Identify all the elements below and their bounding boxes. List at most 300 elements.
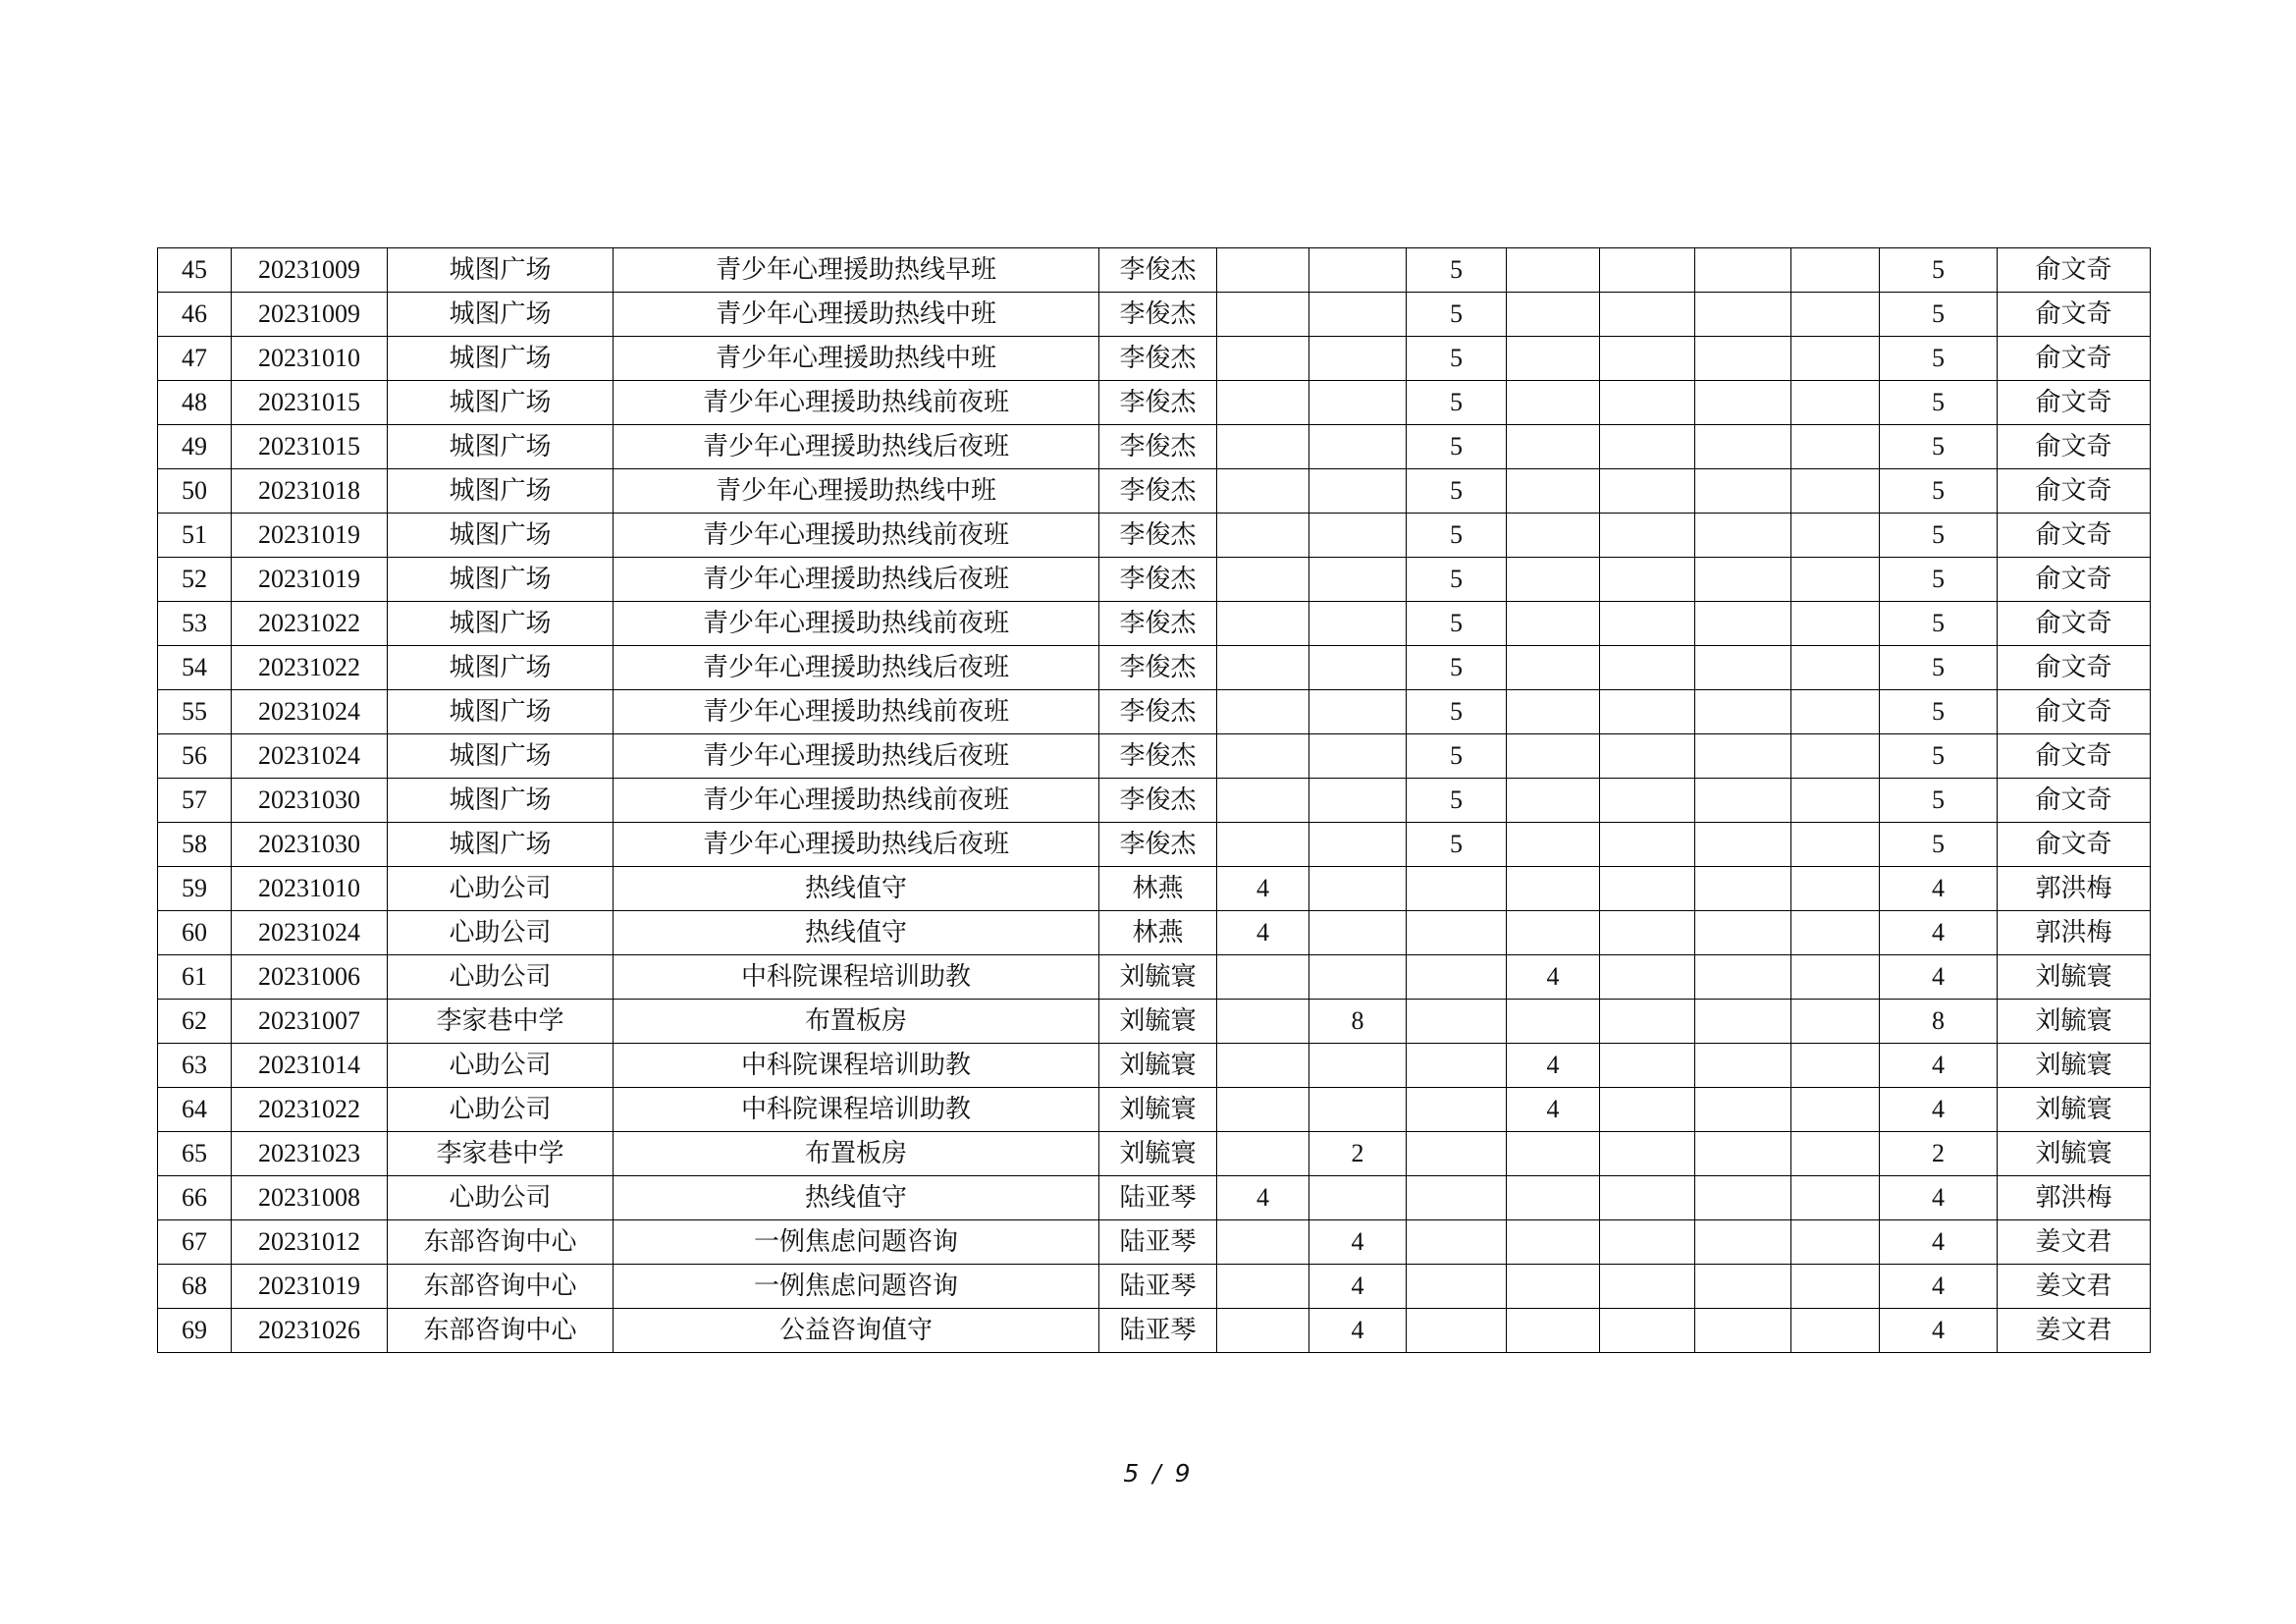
category-cell-6 bbox=[1695, 911, 1791, 955]
task-cell: 热线值守 bbox=[614, 911, 1099, 955]
name-cell: 陆亚琴 bbox=[1099, 1265, 1217, 1309]
category-cell-2 bbox=[1309, 381, 1407, 425]
index-cell: 63 bbox=[158, 1044, 232, 1088]
task-cell: 青少年心理援助热线前夜班 bbox=[614, 690, 1099, 734]
category-cell-4 bbox=[1507, 646, 1600, 690]
category-cell-1 bbox=[1217, 1220, 1309, 1265]
table-row bbox=[158, 1044, 2151, 1088]
total-cell: 4 bbox=[1880, 1176, 1998, 1220]
total-cell: 5 bbox=[1880, 602, 1998, 646]
category-cell-4 bbox=[1507, 514, 1600, 558]
name-cell: 李俊杰 bbox=[1099, 646, 1217, 690]
task-cell: 中科院课程培训助教 bbox=[614, 955, 1099, 1000]
name-cell: 李俊杰 bbox=[1099, 337, 1217, 381]
task-cell: 青少年心理援助热线后夜班 bbox=[614, 558, 1099, 602]
total-cell: 5 bbox=[1880, 823, 1998, 867]
category-cell-7 bbox=[1791, 337, 1880, 381]
date-cell: 20231024 bbox=[232, 911, 388, 955]
category-cell-6 bbox=[1695, 779, 1791, 823]
category-cell-1: 4 bbox=[1217, 867, 1309, 911]
signer-cell: 俞文奇 bbox=[1998, 293, 2151, 337]
index-cell: 60 bbox=[158, 911, 232, 955]
category-cell-3: 5 bbox=[1407, 558, 1507, 602]
task-cell: 一例焦虑问题咨询 bbox=[614, 1265, 1099, 1309]
index-cell: 45 bbox=[158, 248, 232, 293]
category-cell-1 bbox=[1217, 514, 1309, 558]
task-cell: 公益咨询值守 bbox=[614, 1309, 1099, 1353]
category-cell-7 bbox=[1791, 955, 1880, 1000]
category-cell-1 bbox=[1217, 337, 1309, 381]
category-cell-3: 5 bbox=[1407, 469, 1507, 514]
date-cell: 20231009 bbox=[232, 293, 388, 337]
table-row bbox=[158, 1309, 2151, 1353]
date-cell: 20231010 bbox=[232, 337, 388, 381]
index-cell: 49 bbox=[158, 425, 232, 469]
date-cell: 20231022 bbox=[232, 1088, 388, 1132]
signer-cell: 郭洪梅 bbox=[1998, 911, 2151, 955]
signer-cell: 俞文奇 bbox=[1998, 469, 2151, 514]
category-cell-6 bbox=[1695, 1176, 1791, 1220]
total-cell: 4 bbox=[1880, 1220, 1998, 1265]
category-cell-6 bbox=[1695, 1132, 1791, 1176]
task-cell: 青少年心理援助热线中班 bbox=[614, 469, 1099, 514]
signer-cell: 俞文奇 bbox=[1998, 734, 2151, 779]
category-cell-3 bbox=[1407, 955, 1507, 1000]
category-cell-4 bbox=[1507, 867, 1600, 911]
category-cell-3 bbox=[1407, 911, 1507, 955]
category-cell-2 bbox=[1309, 514, 1407, 558]
category-cell-1 bbox=[1217, 558, 1309, 602]
task-cell: 青少年心理援助热线后夜班 bbox=[614, 425, 1099, 469]
table-row bbox=[158, 646, 2151, 690]
place-cell: 城图广场 bbox=[388, 381, 614, 425]
table-row bbox=[158, 1265, 2151, 1309]
category-cell-7 bbox=[1791, 1220, 1880, 1265]
date-cell: 20231015 bbox=[232, 425, 388, 469]
category-cell-4 bbox=[1507, 823, 1600, 867]
category-cell-5 bbox=[1600, 690, 1695, 734]
table-row bbox=[158, 911, 2151, 955]
category-cell-6 bbox=[1695, 734, 1791, 779]
index-cell: 69 bbox=[158, 1309, 232, 1353]
signer-cell: 俞文奇 bbox=[1998, 558, 2151, 602]
name-cell: 李俊杰 bbox=[1099, 514, 1217, 558]
place-cell: 城图广场 bbox=[388, 734, 614, 779]
category-cell-5 bbox=[1600, 1044, 1695, 1088]
category-cell-7 bbox=[1791, 425, 1880, 469]
category-cell-7 bbox=[1791, 690, 1880, 734]
category-cell-7 bbox=[1791, 381, 1880, 425]
category-cell-1 bbox=[1217, 1088, 1309, 1132]
category-cell-1 bbox=[1217, 1044, 1309, 1088]
category-cell-3: 5 bbox=[1407, 514, 1507, 558]
place-cell: 城图广场 bbox=[388, 823, 614, 867]
category-cell-5 bbox=[1600, 1265, 1695, 1309]
index-cell: 52 bbox=[158, 558, 232, 602]
category-cell-7 bbox=[1791, 779, 1880, 823]
category-cell-2 bbox=[1309, 337, 1407, 381]
task-cell: 热线值守 bbox=[614, 867, 1099, 911]
category-cell-5 bbox=[1600, 248, 1695, 293]
category-cell-5 bbox=[1600, 337, 1695, 381]
category-cell-1 bbox=[1217, 690, 1309, 734]
task-cell: 青少年心理援助热线前夜班 bbox=[614, 514, 1099, 558]
place-cell: 城图广场 bbox=[388, 602, 614, 646]
category-cell-5 bbox=[1600, 646, 1695, 690]
category-cell-3 bbox=[1407, 1265, 1507, 1309]
index-cell: 48 bbox=[158, 381, 232, 425]
category-cell-1 bbox=[1217, 955, 1309, 1000]
total-cell: 4 bbox=[1880, 1044, 1998, 1088]
category-cell-5 bbox=[1600, 1220, 1695, 1265]
category-cell-2 bbox=[1309, 734, 1407, 779]
category-cell-5 bbox=[1600, 779, 1695, 823]
task-cell: 青少年心理援助热线中班 bbox=[614, 293, 1099, 337]
category-cell-3 bbox=[1407, 1309, 1507, 1353]
category-cell-3: 5 bbox=[1407, 425, 1507, 469]
category-cell-3 bbox=[1407, 1220, 1507, 1265]
category-cell-7 bbox=[1791, 1265, 1880, 1309]
category-cell-6 bbox=[1695, 425, 1791, 469]
category-cell-6 bbox=[1695, 867, 1791, 911]
name-cell: 林燕 bbox=[1099, 911, 1217, 955]
date-cell: 20231010 bbox=[232, 867, 388, 911]
table-row bbox=[158, 1132, 2151, 1176]
category-cell-6 bbox=[1695, 1220, 1791, 1265]
category-cell-4 bbox=[1507, 1265, 1600, 1309]
category-cell-7 bbox=[1791, 1044, 1880, 1088]
date-cell: 20231006 bbox=[232, 955, 388, 1000]
category-cell-5 bbox=[1600, 381, 1695, 425]
name-cell: 李俊杰 bbox=[1099, 425, 1217, 469]
date-cell: 20231022 bbox=[232, 602, 388, 646]
table-row bbox=[158, 867, 2151, 911]
date-cell: 20231023 bbox=[232, 1132, 388, 1176]
date-cell: 20231008 bbox=[232, 1176, 388, 1220]
name-cell: 李俊杰 bbox=[1099, 293, 1217, 337]
date-cell: 20231018 bbox=[232, 469, 388, 514]
category-cell-2 bbox=[1309, 469, 1407, 514]
name-cell: 李俊杰 bbox=[1099, 602, 1217, 646]
category-cell-2 bbox=[1309, 823, 1407, 867]
table-row bbox=[158, 779, 2151, 823]
category-cell-2 bbox=[1309, 690, 1407, 734]
category-cell-2 bbox=[1309, 1088, 1407, 1132]
index-cell: 53 bbox=[158, 602, 232, 646]
name-cell: 李俊杰 bbox=[1099, 690, 1217, 734]
signer-cell: 刘毓寰 bbox=[1998, 1132, 2151, 1176]
category-cell-5 bbox=[1600, 867, 1695, 911]
index-cell: 58 bbox=[158, 823, 232, 867]
table-row bbox=[158, 425, 2151, 469]
category-cell-4 bbox=[1507, 1309, 1600, 1353]
table-body bbox=[158, 248, 2151, 1353]
category-cell-2 bbox=[1309, 867, 1407, 911]
signer-cell: 俞文奇 bbox=[1998, 646, 2151, 690]
category-cell-4: 4 bbox=[1507, 1044, 1600, 1088]
index-cell: 68 bbox=[158, 1265, 232, 1309]
table-row bbox=[158, 248, 2151, 293]
category-cell-3: 5 bbox=[1407, 690, 1507, 734]
place-cell: 城图广场 bbox=[388, 248, 614, 293]
category-cell-6 bbox=[1695, 690, 1791, 734]
date-cell: 20231015 bbox=[232, 381, 388, 425]
date-cell: 20231024 bbox=[232, 690, 388, 734]
task-cell: 中科院课程培训助教 bbox=[614, 1044, 1099, 1088]
table-row bbox=[158, 1000, 2151, 1044]
category-cell-7 bbox=[1791, 1176, 1880, 1220]
category-cell-6 bbox=[1695, 1309, 1791, 1353]
category-cell-5 bbox=[1600, 1176, 1695, 1220]
category-cell-7 bbox=[1791, 248, 1880, 293]
place-cell: 城图广场 bbox=[388, 293, 614, 337]
category-cell-4 bbox=[1507, 248, 1600, 293]
signer-cell: 俞文奇 bbox=[1998, 690, 2151, 734]
total-cell: 5 bbox=[1880, 514, 1998, 558]
table-row bbox=[158, 1088, 2151, 1132]
category-cell-5 bbox=[1600, 1309, 1695, 1353]
place-cell: 心助公司 bbox=[388, 1044, 614, 1088]
date-cell: 20231022 bbox=[232, 646, 388, 690]
category-cell-4: 4 bbox=[1507, 1088, 1600, 1132]
name-cell: 李俊杰 bbox=[1099, 823, 1217, 867]
total-cell: 5 bbox=[1880, 248, 1998, 293]
category-cell-2 bbox=[1309, 646, 1407, 690]
table-row bbox=[158, 469, 2151, 514]
category-cell-7 bbox=[1791, 558, 1880, 602]
category-cell-4 bbox=[1507, 558, 1600, 602]
category-cell-5 bbox=[1600, 602, 1695, 646]
index-cell: 56 bbox=[158, 734, 232, 779]
index-cell: 51 bbox=[158, 514, 232, 558]
category-cell-3: 5 bbox=[1407, 248, 1507, 293]
category-cell-6 bbox=[1695, 381, 1791, 425]
category-cell-4 bbox=[1507, 337, 1600, 381]
category-cell-4 bbox=[1507, 734, 1600, 779]
total-cell: 5 bbox=[1880, 690, 1998, 734]
table-row bbox=[158, 955, 2151, 1000]
category-cell-5 bbox=[1600, 1000, 1695, 1044]
date-cell: 20231014 bbox=[232, 1044, 388, 1088]
category-cell-4 bbox=[1507, 690, 1600, 734]
category-cell-1 bbox=[1217, 1265, 1309, 1309]
category-cell-7 bbox=[1791, 823, 1880, 867]
page-number: 5 / 9 bbox=[1123, 1459, 1194, 1488]
total-cell: 2 bbox=[1880, 1132, 1998, 1176]
place-cell: 城图广场 bbox=[388, 690, 614, 734]
date-cell: 20231012 bbox=[232, 1220, 388, 1265]
category-cell-7 bbox=[1791, 469, 1880, 514]
category-cell-6 bbox=[1695, 823, 1791, 867]
task-cell: 青少年心理援助热线早班 bbox=[614, 248, 1099, 293]
category-cell-7 bbox=[1791, 734, 1880, 779]
category-cell-7 bbox=[1791, 1132, 1880, 1176]
category-cell-5 bbox=[1600, 293, 1695, 337]
category-cell-3 bbox=[1407, 867, 1507, 911]
category-cell-5 bbox=[1600, 469, 1695, 514]
category-cell-4 bbox=[1507, 1132, 1600, 1176]
category-cell-5 bbox=[1600, 514, 1695, 558]
category-cell-2: 4 bbox=[1309, 1265, 1407, 1309]
name-cell: 陆亚琴 bbox=[1099, 1176, 1217, 1220]
total-cell: 4 bbox=[1880, 867, 1998, 911]
category-cell-3 bbox=[1407, 1088, 1507, 1132]
category-cell-6 bbox=[1695, 248, 1791, 293]
category-cell-5 bbox=[1600, 425, 1695, 469]
date-cell: 20231019 bbox=[232, 514, 388, 558]
table-row bbox=[158, 823, 2151, 867]
total-cell: 4 bbox=[1880, 955, 1998, 1000]
category-cell-5 bbox=[1600, 558, 1695, 602]
task-cell: 青少年心理援助热线前夜班 bbox=[614, 602, 1099, 646]
total-cell: 4 bbox=[1880, 1309, 1998, 1353]
date-cell: 20231007 bbox=[232, 1000, 388, 1044]
task-cell: 青少年心理援助热线前夜班 bbox=[614, 381, 1099, 425]
place-cell: 心助公司 bbox=[388, 1176, 614, 1220]
category-cell-2: 4 bbox=[1309, 1309, 1407, 1353]
signer-cell: 刘毓寰 bbox=[1998, 1000, 2151, 1044]
signer-cell: 俞文奇 bbox=[1998, 381, 2151, 425]
task-cell: 青少年心理援助热线后夜班 bbox=[614, 734, 1099, 779]
volunteer-hours-table bbox=[157, 247, 2151, 1353]
index-cell: 54 bbox=[158, 646, 232, 690]
category-cell-1 bbox=[1217, 779, 1309, 823]
category-cell-6 bbox=[1695, 1265, 1791, 1309]
table-row bbox=[158, 734, 2151, 779]
index-cell: 59 bbox=[158, 867, 232, 911]
table-row bbox=[158, 381, 2151, 425]
name-cell: 刘毓寰 bbox=[1099, 1044, 1217, 1088]
category-cell-7 bbox=[1791, 1000, 1880, 1044]
category-cell-5 bbox=[1600, 734, 1695, 779]
category-cell-1 bbox=[1217, 1000, 1309, 1044]
category-cell-4 bbox=[1507, 1220, 1600, 1265]
signer-cell: 郭洪梅 bbox=[1998, 867, 2151, 911]
signer-cell: 刘毓寰 bbox=[1998, 1044, 2151, 1088]
category-cell-6 bbox=[1695, 1044, 1791, 1088]
total-cell: 5 bbox=[1880, 646, 1998, 690]
total-cell: 5 bbox=[1880, 381, 1998, 425]
category-cell-4 bbox=[1507, 602, 1600, 646]
name-cell: 林燕 bbox=[1099, 867, 1217, 911]
signer-cell: 俞文奇 bbox=[1998, 248, 2151, 293]
category-cell-6 bbox=[1695, 1088, 1791, 1132]
category-cell-3 bbox=[1407, 1000, 1507, 1044]
category-cell-4: 4 bbox=[1507, 955, 1600, 1000]
total-cell: 4 bbox=[1880, 1265, 1998, 1309]
signer-cell: 刘毓寰 bbox=[1998, 955, 2151, 1000]
place-cell: 心助公司 bbox=[388, 1088, 614, 1132]
index-cell: 67 bbox=[158, 1220, 232, 1265]
name-cell: 陆亚琴 bbox=[1099, 1309, 1217, 1353]
category-cell-6 bbox=[1695, 602, 1791, 646]
table-row bbox=[158, 293, 2151, 337]
category-cell-2 bbox=[1309, 911, 1407, 955]
name-cell: 刘毓寰 bbox=[1099, 955, 1217, 1000]
category-cell-6 bbox=[1695, 646, 1791, 690]
name-cell: 陆亚琴 bbox=[1099, 1220, 1217, 1265]
category-cell-6 bbox=[1695, 337, 1791, 381]
place-cell: 城图广场 bbox=[388, 558, 614, 602]
signer-cell: 姜文君 bbox=[1998, 1309, 2151, 1353]
task-cell: 布置板房 bbox=[614, 1000, 1099, 1044]
index-cell: 50 bbox=[158, 469, 232, 514]
category-cell-5 bbox=[1600, 823, 1695, 867]
category-cell-5 bbox=[1600, 1088, 1695, 1132]
category-cell-2 bbox=[1309, 1044, 1407, 1088]
table-row bbox=[158, 1176, 2151, 1220]
signer-cell: 俞文奇 bbox=[1998, 514, 2151, 558]
name-cell: 李俊杰 bbox=[1099, 779, 1217, 823]
category-cell-6 bbox=[1695, 469, 1791, 514]
place-cell: 东部咨询中心 bbox=[388, 1309, 614, 1353]
date-cell: 20231026 bbox=[232, 1309, 388, 1353]
category-cell-2 bbox=[1309, 248, 1407, 293]
name-cell: 李俊杰 bbox=[1099, 558, 1217, 602]
name-cell: 刘毓寰 bbox=[1099, 1088, 1217, 1132]
category-cell-7 bbox=[1791, 1088, 1880, 1132]
place-cell: 李家巷中学 bbox=[388, 1132, 614, 1176]
signer-cell: 俞文奇 bbox=[1998, 425, 2151, 469]
category-cell-3: 5 bbox=[1407, 779, 1507, 823]
category-cell-7 bbox=[1791, 293, 1880, 337]
place-cell: 城图广场 bbox=[388, 337, 614, 381]
category-cell-2 bbox=[1309, 1176, 1407, 1220]
place-cell: 东部咨询中心 bbox=[388, 1220, 614, 1265]
category-cell-1 bbox=[1217, 823, 1309, 867]
total-cell: 5 bbox=[1880, 734, 1998, 779]
date-cell: 20231030 bbox=[232, 823, 388, 867]
index-cell: 57 bbox=[158, 779, 232, 823]
category-cell-7 bbox=[1791, 514, 1880, 558]
category-cell-7 bbox=[1791, 867, 1880, 911]
category-cell-1 bbox=[1217, 293, 1309, 337]
category-cell-1 bbox=[1217, 425, 1309, 469]
name-cell: 刘毓寰 bbox=[1099, 1132, 1217, 1176]
category-cell-3: 5 bbox=[1407, 337, 1507, 381]
category-cell-4 bbox=[1507, 1000, 1600, 1044]
task-cell: 一例焦虑问题咨询 bbox=[614, 1220, 1099, 1265]
place-cell: 心助公司 bbox=[388, 955, 614, 1000]
place-cell: 城图广场 bbox=[388, 425, 614, 469]
category-cell-2 bbox=[1309, 955, 1407, 1000]
name-cell: 李俊杰 bbox=[1099, 248, 1217, 293]
total-cell: 4 bbox=[1880, 911, 1998, 955]
index-cell: 62 bbox=[158, 1000, 232, 1044]
category-cell-5 bbox=[1600, 1132, 1695, 1176]
place-cell: 城图广场 bbox=[388, 779, 614, 823]
category-cell-1 bbox=[1217, 381, 1309, 425]
category-cell-1 bbox=[1217, 1309, 1309, 1353]
signer-cell: 俞文奇 bbox=[1998, 337, 2151, 381]
category-cell-6 bbox=[1695, 558, 1791, 602]
index-cell: 55 bbox=[158, 690, 232, 734]
category-cell-4 bbox=[1507, 425, 1600, 469]
task-cell: 青少年心理援助热线后夜班 bbox=[614, 646, 1099, 690]
signer-cell: 俞文奇 bbox=[1998, 602, 2151, 646]
signer-cell: 郭洪梅 bbox=[1998, 1176, 2151, 1220]
category-cell-2 bbox=[1309, 779, 1407, 823]
index-cell: 66 bbox=[158, 1176, 232, 1220]
category-cell-2: 4 bbox=[1309, 1220, 1407, 1265]
category-cell-1: 4 bbox=[1217, 911, 1309, 955]
category-cell-1 bbox=[1217, 469, 1309, 514]
task-cell: 青少年心理援助热线后夜班 bbox=[614, 823, 1099, 867]
index-cell: 65 bbox=[158, 1132, 232, 1176]
table-row bbox=[158, 1220, 2151, 1265]
category-cell-1 bbox=[1217, 1132, 1309, 1176]
category-cell-3: 5 bbox=[1407, 381, 1507, 425]
